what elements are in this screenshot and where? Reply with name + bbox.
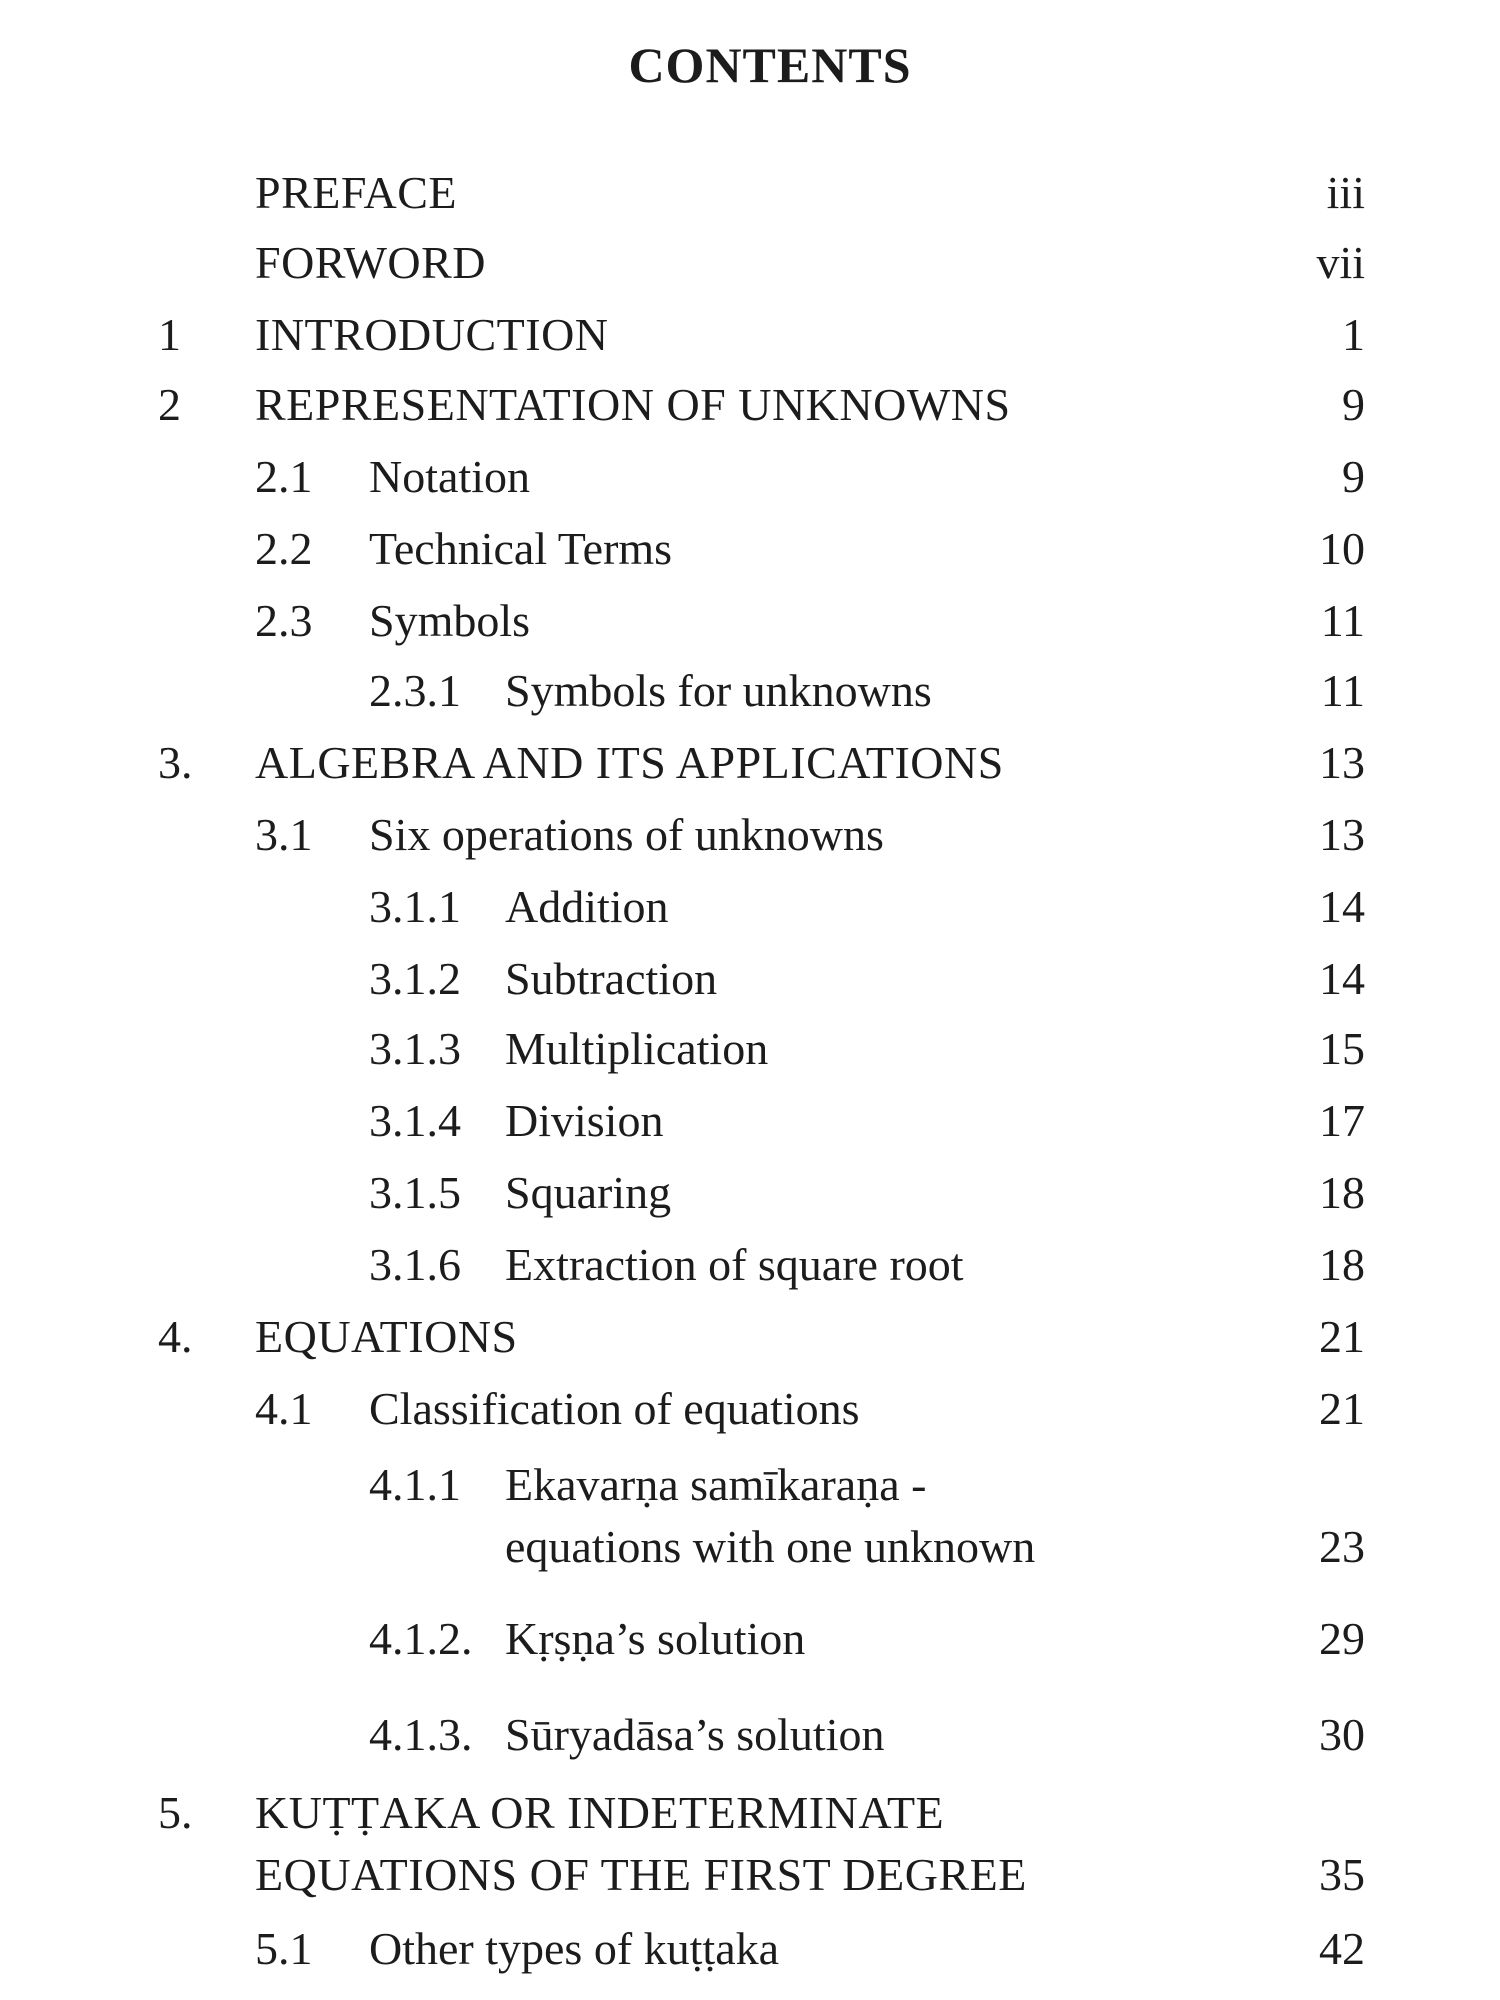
toc-entry-equations — [0, 1306, 1500, 1368]
toc-entry-kuttaka — [0, 1782, 1500, 1906]
entry-number: 3.1.1 — [369, 881, 461, 932]
entry-title: PREFACE — [255, 167, 458, 218]
entry-number: 2.3 — [255, 595, 313, 646]
entry-page: 18 — [1319, 1239, 1365, 1290]
entry-number: 3. — [158, 737, 193, 788]
entry-number: 3.1 — [255, 809, 313, 860]
toc-entry-addition — [0, 876, 1500, 938]
toc-entry-multiplication — [0, 1018, 1500, 1080]
entry-title: EQUATIONS — [255, 1311, 518, 1362]
toc-entry-krsna-solution — [0, 1608, 1500, 1670]
entry-number: 4. — [158, 1311, 193, 1362]
entry-title: Squaring — [505, 1167, 672, 1218]
entry-title: INTRODUCTION — [255, 309, 609, 360]
toc-entry-square-root — [0, 1234, 1500, 1296]
toc-entry-algebra — [0, 732, 1500, 794]
toc-entry-division — [0, 1090, 1500, 1152]
entry-page: 13 — [1319, 809, 1365, 860]
entry-page: 18 — [1319, 1167, 1365, 1218]
entry-title: REPRESENTATION OF UNKNOWNS — [255, 379, 1011, 430]
entry-title: Kṛṣṇa’s solution — [505, 1613, 806, 1664]
toc-entry-subtraction — [0, 948, 1500, 1010]
entry-title: Subtraction — [505, 953, 718, 1004]
entry-page: 30 — [1319, 1709, 1365, 1760]
toc-entry-classification — [0, 1378, 1500, 1440]
toc-entry-forword — [0, 232, 1500, 294]
toc-entry-ekavarna — [0, 1454, 1500, 1578]
toc-entry-other-kuttaka — [0, 1918, 1500, 1980]
entry-title: FORWORD — [255, 237, 486, 288]
toc-entry-notation — [0, 446, 1500, 508]
entry-page: 9 — [1342, 379, 1365, 430]
entry-number: 3.1.3 — [369, 1023, 461, 1074]
entry-page: 14 — [1319, 953, 1365, 1004]
entry-page: 11 — [1320, 595, 1365, 646]
entry-number: 5. — [158, 1787, 193, 1838]
entry-page: vii — [1316, 237, 1365, 288]
entry-page: 9 — [1342, 451, 1365, 502]
entry-number: 3.1.5 — [369, 1167, 461, 1218]
entry-page: 21 — [1319, 1311, 1365, 1362]
entry-title — [255, 1782, 1027, 1906]
entry-title-line-1: Ekavarṇa samīkaraṇa - — [505, 1459, 927, 1510]
entry-title: ALGEBRA AND ITS APPLICATIONS — [255, 737, 1004, 788]
entry-number: 4.1 — [255, 1383, 313, 1434]
entry-title: Sūryadāsa’s solution — [505, 1709, 885, 1760]
entry-number: 1 — [158, 309, 181, 360]
toc-entry-introduction — [0, 304, 1500, 366]
entry-title: Technical Terms — [369, 523, 673, 574]
entry-title: Symbols — [369, 595, 531, 646]
entry-title: Classification of equations — [369, 1383, 860, 1434]
entry-title: Other types of kuṭṭaka — [369, 1923, 780, 1974]
entry-title-line-2: EQUATIONS OF THE FIRST DEGREE — [255, 1849, 1027, 1900]
entry-number: 4.1.2. — [369, 1613, 473, 1664]
entry-page: 11 — [1320, 665, 1365, 716]
toc-entry-six-operations — [0, 804, 1500, 866]
entry-page: 29 — [1319, 1613, 1365, 1664]
entry-title — [505, 1454, 1035, 1578]
entry-number: 3.1.4 — [369, 1095, 461, 1146]
entry-number: 2.1 — [255, 451, 313, 502]
entry-number: 2.3.1 — [369, 665, 461, 716]
entry-title: Division — [505, 1095, 664, 1146]
entry-number: 2.2 — [255, 523, 313, 574]
entry-page: 13 — [1319, 737, 1365, 788]
toc-entry-preface — [0, 162, 1500, 224]
entry-page: iii — [1326, 167, 1365, 218]
toc-entry-squaring — [0, 1162, 1500, 1224]
entry-page: 1 — [1342, 309, 1365, 360]
entry-title: Notation — [369, 451, 530, 502]
entry-page: 21 — [1319, 1383, 1365, 1434]
entry-page: 23 — [1319, 1521, 1365, 1572]
entry-page: 14 — [1319, 881, 1365, 932]
entry-title: Multiplication — [505, 1023, 769, 1074]
entry-page: 35 — [1319, 1849, 1365, 1900]
entry-title: Addition — [505, 881, 669, 932]
entry-number: 3.1.2 — [369, 953, 461, 1004]
toc-entry-representation — [0, 374, 1500, 436]
entry-title: Six operations of unknowns — [369, 809, 884, 860]
entry-title-line-1: KUṬṬAKA OR INDETERMINATE — [255, 1787, 945, 1838]
toc-entry-symbols — [0, 590, 1500, 652]
entry-number: 4.1.3. — [369, 1709, 473, 1760]
entry-page: 42 — [1319, 1923, 1365, 1974]
entry-page: 10 — [1319, 523, 1365, 574]
toc-entry-suryadasa-solution — [0, 1704, 1500, 1766]
page-title: CONTENTS — [628, 37, 912, 93]
entry-number: 3.1.6 — [369, 1239, 461, 1290]
entry-number: 4.1.1 — [369, 1459, 461, 1510]
entry-title: Extraction of square root — [505, 1239, 964, 1290]
entry-number: 2 — [158, 379, 181, 430]
toc-entry-technical-terms — [0, 518, 1500, 580]
entry-title: Symbols for unknowns — [505, 665, 932, 716]
toc-entry-symbols-for-unknowns — [0, 660, 1500, 722]
entry-page: 17 — [1319, 1095, 1365, 1146]
entry-number: 5.1 — [255, 1923, 313, 1974]
entry-page: 15 — [1319, 1023, 1365, 1074]
entry-title-line-2: equations with one unknown — [505, 1521, 1036, 1572]
